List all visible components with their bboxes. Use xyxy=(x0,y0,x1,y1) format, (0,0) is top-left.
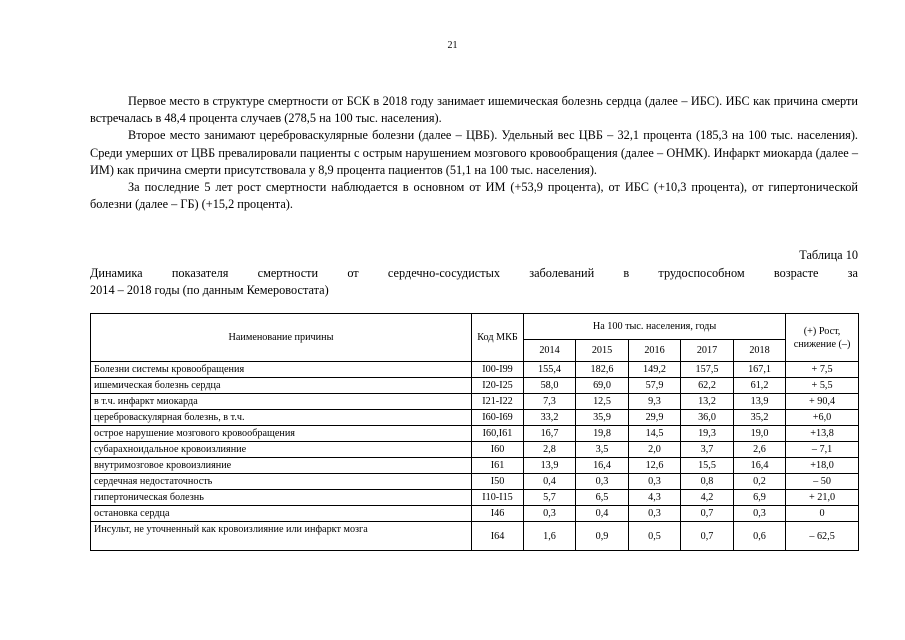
rate-value: 0,2 xyxy=(734,474,786,490)
icd-code: I21-I22 xyxy=(472,394,524,410)
rate-value: 157,5 xyxy=(681,362,734,378)
rate-value: 12,6 xyxy=(629,458,681,474)
icd-code: I46 xyxy=(472,506,524,522)
cause-name: внутримозговое кровоизлияние xyxy=(91,458,472,474)
change-value: + 7,5 xyxy=(786,362,859,378)
paragraph: Первое место в структуре смертности от БСК в 2018 году занимает ишемическая болезнь сердца (далее – ИБС). ИБС как причина смерти встречалась в 48,4 процента случаев (278,5 на 100 тыс. населения). xyxy=(90,94,858,126)
change-value: 0 xyxy=(786,506,859,522)
change-value: + 5,5 xyxy=(786,378,859,394)
rate-value: 19,8 xyxy=(576,426,629,442)
change-value: +13,8 xyxy=(786,426,859,442)
rate-value: 13,9 xyxy=(524,458,576,474)
cause-name: субарахноидальное кровоизлияние xyxy=(91,442,472,458)
rate-value: 0,7 xyxy=(681,506,734,522)
icd-code: I64 xyxy=(472,522,524,551)
table-row xyxy=(91,474,859,490)
rate-value: 0,3 xyxy=(734,506,786,522)
rate-value: 2,6 xyxy=(734,442,786,458)
header-year: 2015 xyxy=(576,340,629,362)
rate-value: 35,2 xyxy=(734,410,786,426)
icd-code: I50 xyxy=(472,474,524,490)
rate-value: 29,9 xyxy=(629,410,681,426)
icd-code: I20-I25 xyxy=(472,378,524,394)
mortality-table xyxy=(90,313,859,551)
table-row xyxy=(91,362,859,378)
rate-value: 13,2 xyxy=(681,394,734,410)
header-change: (+) Рост, снижение (–) xyxy=(786,314,859,362)
table-row xyxy=(91,426,859,442)
rate-value: 13,9 xyxy=(734,394,786,410)
rate-value: 69,0 xyxy=(576,378,629,394)
table-row xyxy=(91,458,859,474)
body-text xyxy=(90,93,858,213)
rate-value: 0,7 xyxy=(681,522,734,551)
rate-value: 149,2 xyxy=(629,362,681,378)
icd-code: I61 xyxy=(472,458,524,474)
table-row xyxy=(91,394,859,410)
rate-value: 167,1 xyxy=(734,362,786,378)
cause-name: в т.ч. инфаркт миокарда xyxy=(91,394,472,410)
rate-value: 0,3 xyxy=(524,506,576,522)
cause-name: гипертоническая болезнь xyxy=(91,490,472,506)
table-title-line: Динамика показателя смертности от сердечно-сосудистых заболеваний в трудоспособном возрасте за xyxy=(90,266,858,280)
rate-value: 16,7 xyxy=(524,426,576,442)
rate-value: 57,9 xyxy=(629,378,681,394)
cause-name: остановка сердца xyxy=(91,506,472,522)
table-title xyxy=(90,265,858,299)
header-year: 2018 xyxy=(734,340,786,362)
header-code: Код МКБ xyxy=(472,314,524,362)
rate-value: 0,4 xyxy=(576,506,629,522)
rate-value: 35,9 xyxy=(576,410,629,426)
rate-value: 14,5 xyxy=(629,426,681,442)
table-row xyxy=(91,522,859,551)
rate-value: 12,5 xyxy=(576,394,629,410)
change-value: + 21,0 xyxy=(786,490,859,506)
change-value: + 90,4 xyxy=(786,394,859,410)
cause-name: Инсульт, не уточненный как кровоизлияние или инфаркт мозга xyxy=(91,522,472,551)
rate-value: 0,3 xyxy=(576,474,629,490)
rate-value: 182,6 xyxy=(576,362,629,378)
rate-value: 33,2 xyxy=(524,410,576,426)
table-row xyxy=(91,506,859,522)
table-row xyxy=(91,490,859,506)
table-row xyxy=(91,378,859,394)
cause-name: ишемическая болезнь сердца xyxy=(91,378,472,394)
rate-value: 4,2 xyxy=(681,490,734,506)
icd-code: I60 xyxy=(472,442,524,458)
header-year: 2017 xyxy=(681,340,734,362)
rate-value: 4,3 xyxy=(629,490,681,506)
cause-name: цереброваскулярная болезнь, в т.ч. xyxy=(91,410,472,426)
rate-value: 19,3 xyxy=(681,426,734,442)
rate-value: 58,0 xyxy=(524,378,576,394)
change-value: +6,0 xyxy=(786,410,859,426)
rate-value: 19,0 xyxy=(734,426,786,442)
page-number: 21 xyxy=(447,40,458,51)
cause-name: сердечная недостаточность xyxy=(91,474,472,490)
rate-value: 15,5 xyxy=(681,458,734,474)
table-title-line: 2014 – 2018 годы (по данным Кемеровостата) xyxy=(90,283,329,297)
icd-code: I60,I61 xyxy=(472,426,524,442)
rate-value: 155,4 xyxy=(524,362,576,378)
icd-code: I10-I15 xyxy=(472,490,524,506)
rate-value: 0,3 xyxy=(629,506,681,522)
rate-value: 16,4 xyxy=(576,458,629,474)
cause-name: острое нарушение мозгового кровообращения xyxy=(91,426,472,442)
rate-value: 0,8 xyxy=(681,474,734,490)
rate-value: 3,5 xyxy=(576,442,629,458)
rate-value: 2,8 xyxy=(524,442,576,458)
rate-value: 0,9 xyxy=(576,522,629,551)
icd-code: I60-I69 xyxy=(472,410,524,426)
rate-value: 2,0 xyxy=(629,442,681,458)
rate-value: 3,7 xyxy=(681,442,734,458)
rate-value: 0,4 xyxy=(524,474,576,490)
header-year: 2014 xyxy=(524,340,576,362)
change-value: – 50 xyxy=(786,474,859,490)
change-value: +18,0 xyxy=(786,458,859,474)
rate-value: 7,3 xyxy=(524,394,576,410)
rate-value: 0,6 xyxy=(734,522,786,551)
rate-value: 0,3 xyxy=(629,474,681,490)
rate-value: 6,9 xyxy=(734,490,786,506)
rate-value: 5,7 xyxy=(524,490,576,506)
table-row xyxy=(91,410,859,426)
header-per100k: На 100 тыс. населения, годы xyxy=(524,314,786,340)
rate-value: 1,6 xyxy=(524,522,576,551)
rate-value: 0,5 xyxy=(629,522,681,551)
paragraph: За последние 5 лет рост смертности наблюдается в основном от ИМ (+53,9 процента), от ИБС (+10,3 процента), от гипертонической болезни (далее – ГБ) (+15,2 процента). xyxy=(90,180,858,212)
icd-code: I00-I99 xyxy=(472,362,524,378)
change-value: – 62,5 xyxy=(786,522,859,551)
rate-value: 9,3 xyxy=(629,394,681,410)
change-value: – 7,1 xyxy=(786,442,859,458)
cause-name: Болезни системы кровообращения xyxy=(91,362,472,378)
table-label: Таблица 10 xyxy=(799,248,858,262)
paragraph: Второе место занимают цереброваскулярные болезни (далее – ЦВБ). Удельный вес ЦВБ – 32,1 процента (185,3 на 100 тыс. населения). Среди умерших от ЦВБ превалировали пациенты с острым нарушением мозгового кровообращения (далее – ОНМК). Инфаркт миокарда (далее – ИМ) как причина смерти присутствовала у 8,9 процента пациентов (51,1 на 100 тыс. населения). xyxy=(90,128,858,177)
rate-value: 61,2 xyxy=(734,378,786,394)
rate-value: 16,4 xyxy=(734,458,786,474)
rate-value: 36,0 xyxy=(681,410,734,426)
rate-value: 6,5 xyxy=(576,490,629,506)
header-year: 2016 xyxy=(629,340,681,362)
rate-value: 62,2 xyxy=(681,378,734,394)
table-row xyxy=(91,442,859,458)
header-name: Наименование причины xyxy=(91,314,472,362)
